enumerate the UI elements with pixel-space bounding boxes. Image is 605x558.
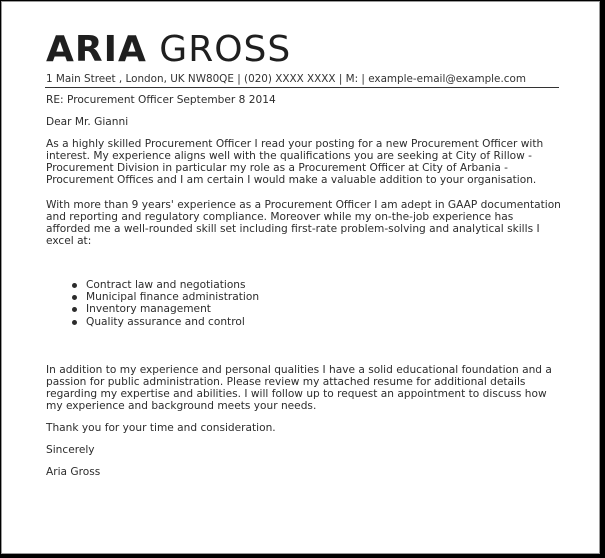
first-name: ARIA (46, 29, 147, 70)
paragraph-intro: As a highly skilled Procurement Officer I read your posting for a new Procurement Officer with interest. My experience aligns well with the qualifications you are seeking at City of Rillow - Procurement Division in particular my role as a Procurement Officer at City of Arbania - Procurement Offices and I am certain I would make a valuable addition to your organisation. (46, 138, 544, 187)
paragraph-education: In addition to my experience and personal qualities I have a solid educational foundation and a passion for public administration. Please review my attached resume for additional details regarding my expertise and abilities. I will follow up to request an appointment to discuss how my experience and background meets your needs. (46, 363, 552, 413)
salutation: Dear Mr. Gianni (46, 116, 129, 129)
bullet-icon (72, 320, 77, 325)
bullet-icon (72, 283, 77, 288)
skill-text: Contract law and negotiations (86, 278, 246, 291)
bullet-icon (72, 295, 77, 300)
applicant-name (46, 28, 291, 72)
closing: Sincerely (46, 444, 95, 457)
contact-line: 1 Main Street , London, UK NW80QE | (020) XXXX XXXX | M: | example-email@example.com (46, 73, 526, 85)
list-item (72, 316, 561, 328)
letter-body (46, 94, 561, 478)
thanks-line: Thank you for your time and consideration. (46, 422, 276, 435)
list-item (72, 279, 561, 291)
paragraph-experience: With more than 9 years' experience as a Procurement Officer I am adept in GAAP documentation and reporting and regulatory compliance. Moreover while my on-the-job experience has afforded me a well-rounded skill set including first-rate problem-solving and analytical skills I excel at: (46, 198, 561, 247)
re-line: RE: Procurement Officer September 8 2014 (46, 94, 276, 106)
signature-name: Aria Gross (46, 466, 101, 479)
header-divider (45, 87, 559, 88)
letter-page (1, 1, 600, 554)
list-item (72, 303, 561, 315)
skill-text: Quality assurance and control (86, 315, 245, 328)
list-item (72, 291, 561, 303)
skill-text: Inventory management (86, 303, 211, 316)
last-name: GROSS (159, 29, 292, 70)
skills-list (46, 279, 561, 328)
bullet-icon (72, 307, 77, 312)
skill-text: Municipal finance administration (86, 291, 260, 304)
